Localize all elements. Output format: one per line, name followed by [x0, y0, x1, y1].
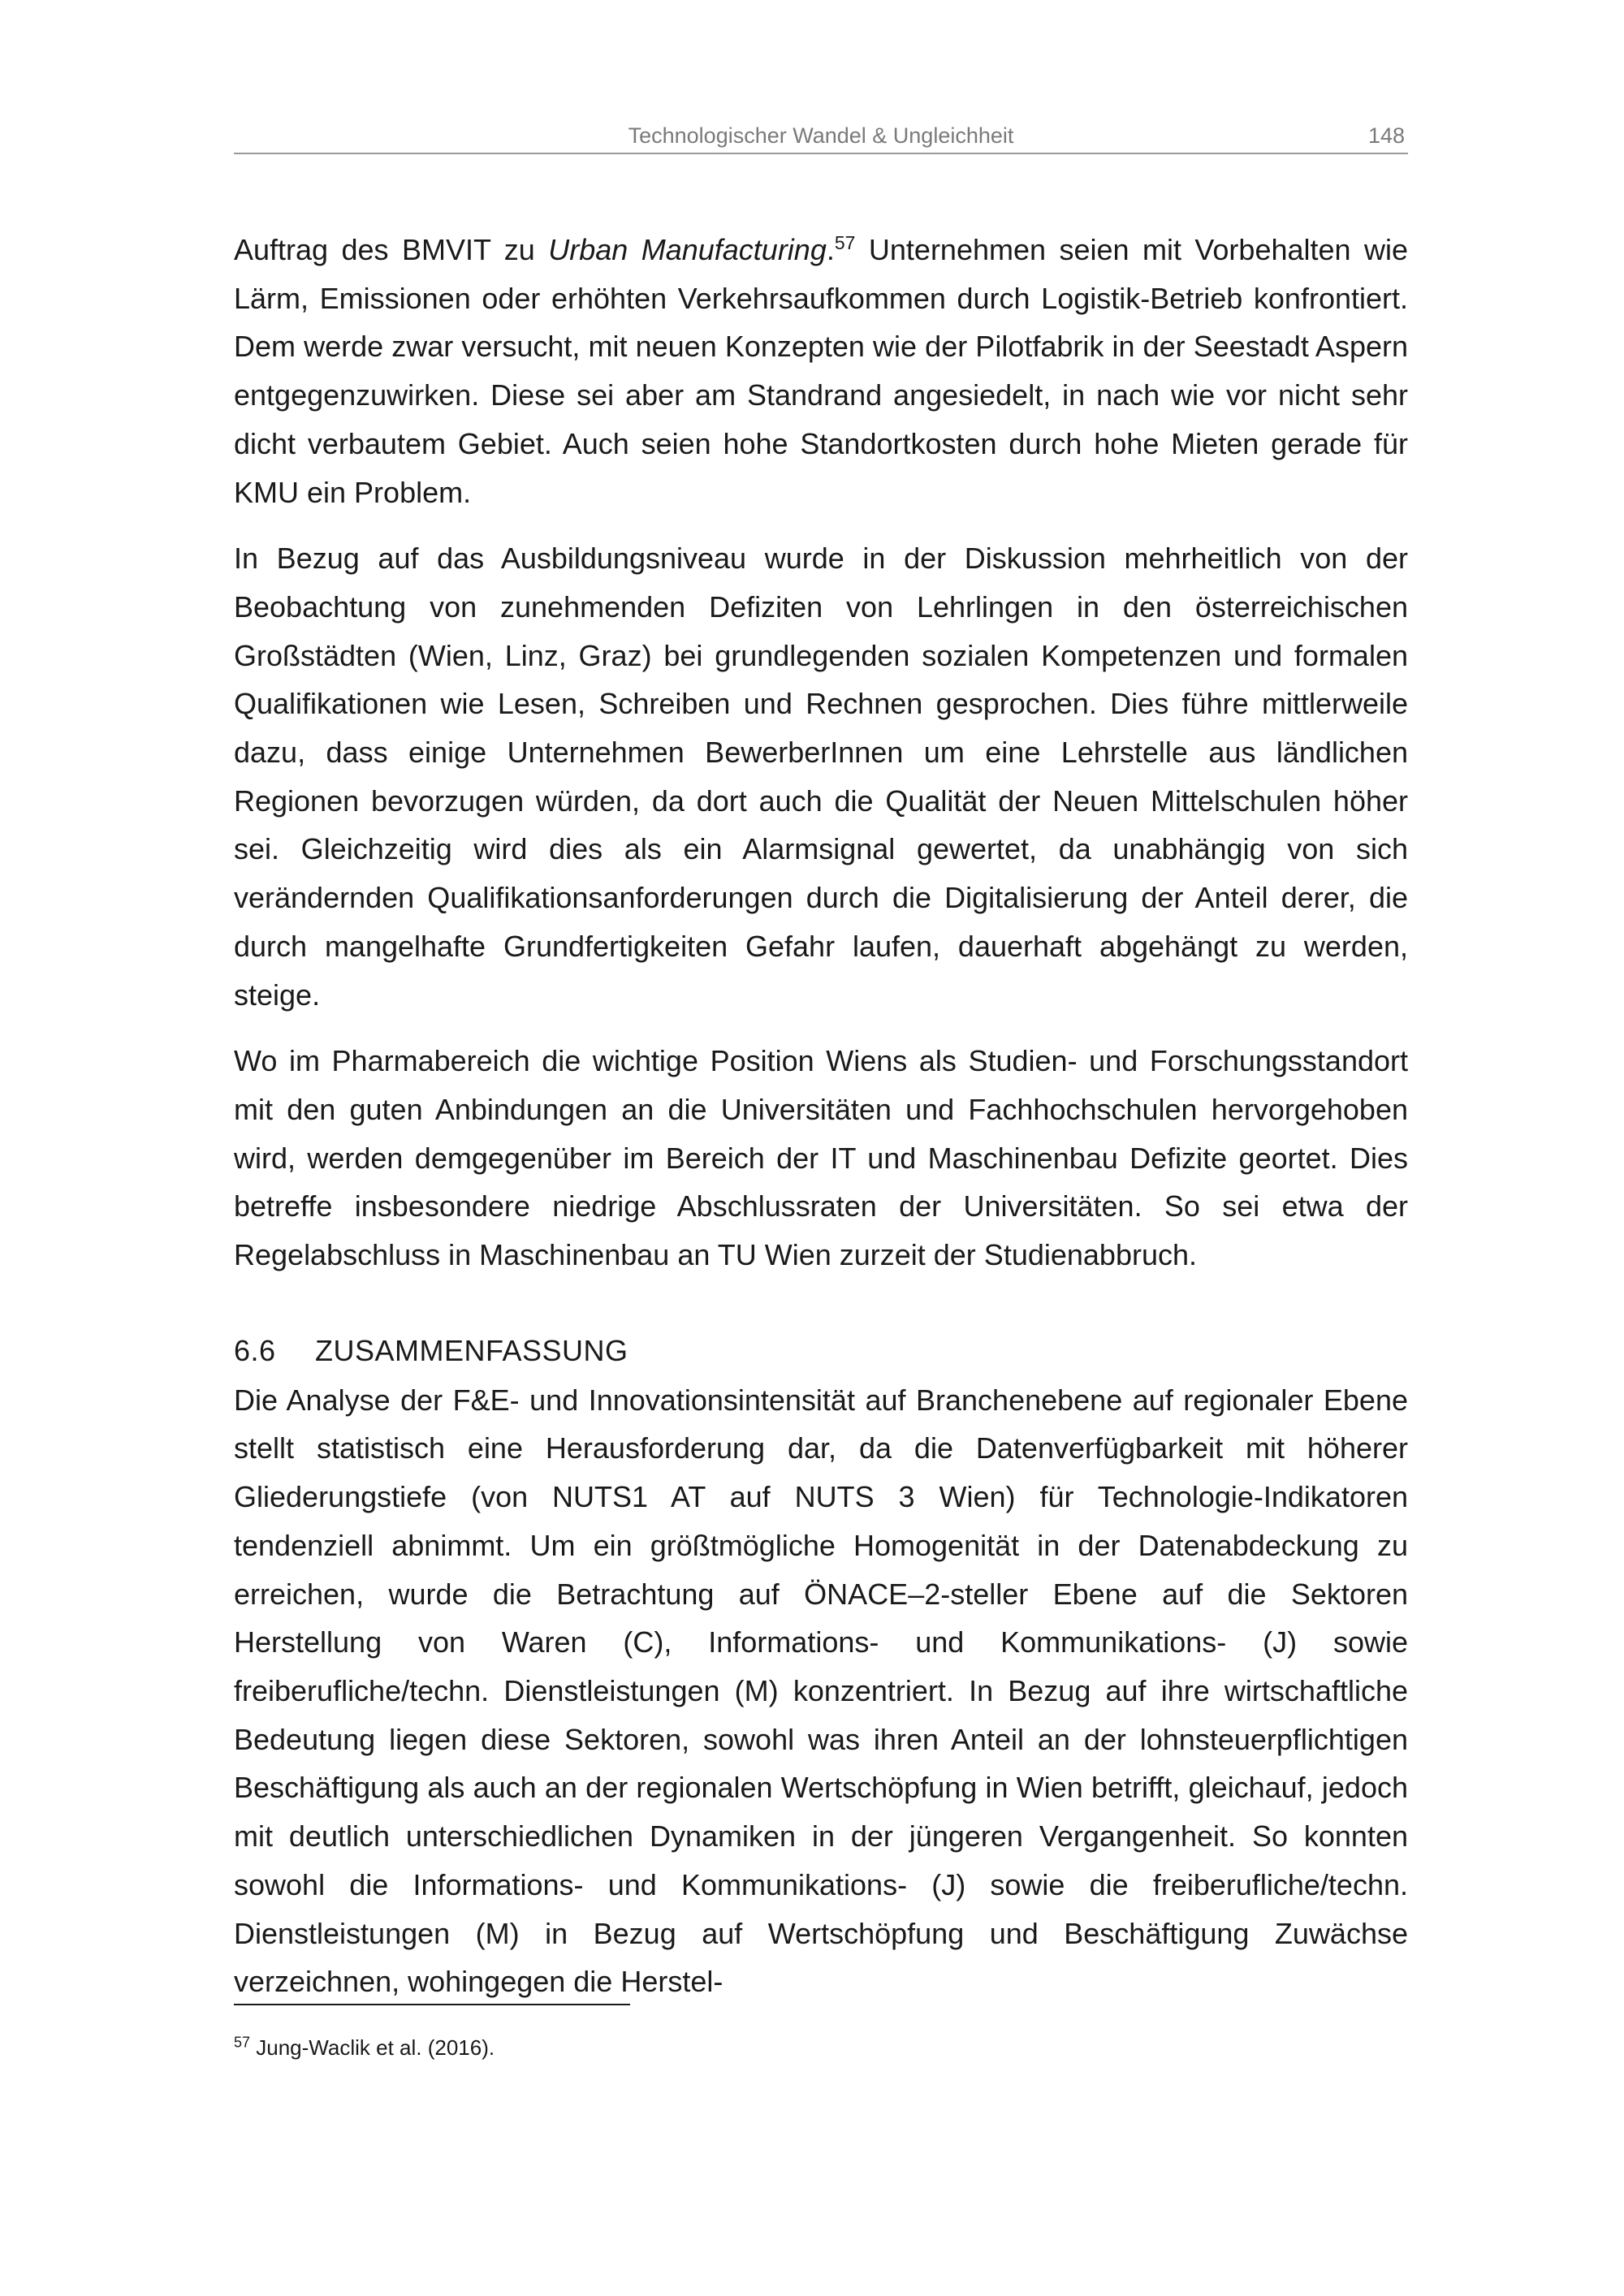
body-text [234, 226, 1408, 2024]
running-header [234, 122, 1408, 154]
paragraph-4: Die Analyse der F&E- und Innovationsintensität auf Branchenebene auf regionaler Ebene stellt statistisch eine Herausforderung dar, da die Datenverfügbarkeit mit höherer Gliederungstiefe (von NUTS1 AT auf NUTS 3 Wien) für Technologie-Indikatoren tendenziell abnimmt. Um ein größtmögliche Homogenität in der Datenabdeckung zu erreichen, wurde die Betrachtung auf ÖNACE–2-steller Ebene auf die Sektoren Herstellung von Waren (C), Informations- und Kommunikations- (J) sowie freiberufliche/techn. Dienstleistungen (M) konzentriert. In Bezug auf ihre wirtschaftliche Bedeutung liegen diese Sektoren, sowohl was ihren Anteil an der lohnsteuerpflichtigen Beschäftigung als auch an der regionalen Wertschöpfung in Wien betrifft, gleichauf, jedoch mit deutlich unterschiedlichen Dynamiken in der jüngeren Vergangenheit. So konnten sowohl die Informations- und Kommunikations- (J) sowie die freiberufliche/techn. Dienstleistungen (M) in Bezug auf Wertschöpfung und Beschäftigung Zuwächse verzeichnen, wohingegen die Herstel- [234, 1383, 1408, 1999]
section-heading [234, 1327, 1408, 1375]
paragraph-1 [234, 226, 1408, 516]
paragraph-2: In Bezug auf das Ausbildungsniveau wurde in der Diskussion mehrheitlich von der Beobachtung von zunehmenden Defiziten von Lehrlingen in den österreichischen Großstädten (Wien, Linz, Graz) bei grundlegenden sozialen Kompetenzen und formalen Qualifikationen wie Lesen, Schreiben und Rechnen gesprochen. Dies führe mittlerweile dazu, dass einige Unternehmen BewerberInnen um eine Lehrstelle aus ländlichen Regionen bevorzugen würden, da dort auch die Qualität der Neuen Mittelschulen höher sei. Gleichzeitig wird dies als ein Alarmsignal gewertet, da unabhängig von sich verändernden Qualifikationsanforderungen durch die Digitalisierung der Anteil derer, die durch mangelhafte Grundfertigkeiten Gefahr laufen, dauerhaft abgehängt zu werden, steige. [234, 542, 1408, 1012]
paragraph-3: Wo im Pharmabereich die wichtige Position Wiens als Studien- und Forschungsstandort mit den guten Anbindungen an die Universitäten und Fachhochschulen hervorgehoben wird, werden demgegenüber im Bereich der IT und Maschinenbau Defizite geortet. Dies betreffe insbesondere niedrige Abschlussraten der Universitäten. So sei etwa der Regelabschluss in Maschinenbau an TU Wien zurzeit der Studienabbruch. [234, 1044, 1408, 1272]
page-number: 148 [1367, 123, 1405, 148]
footnote [234, 2033, 495, 2062]
footnote-divider [234, 2004, 630, 2005]
footnote-reference: 57 [834, 232, 856, 253]
section-title: ZUSAMMENFASSUNG [315, 1333, 628, 1367]
running-title: Technologischer Wandel & Ungleichheit [628, 123, 1014, 148]
paragraph-1-period: . [826, 233, 835, 266]
paragraph-1-rest: Unternehmen seien mit Vorbehalten wie Lärm, Emissionen oder erhöhten Verkehrsaufkommen durch Logistik-Betrieb konfrontiert. Dem werde zwar versucht, mit neuen Konzepten wie der Pilotfabrik in der Seestadt Aspern entgegenzuwirken. Diese sei aber am Standrand angesiedelt, in nach wie vor nicht sehr dicht verbautem Gebiet. Auch seien hohe Standortkosten durch hohe Mieten gerade für KMU ein Problem. [234, 233, 1409, 509]
paragraph-1-emphasis: Urban Manufacturing [548, 233, 827, 266]
paragraph-1-start: Auftrag des BMVIT zu [234, 233, 549, 266]
footnote-marker: 57 [234, 2034, 251, 2051]
footnote-text: Jung-Waclik et al. (2016). [250, 2035, 495, 2060]
section-number: 6.6 [234, 1333, 276, 1367]
